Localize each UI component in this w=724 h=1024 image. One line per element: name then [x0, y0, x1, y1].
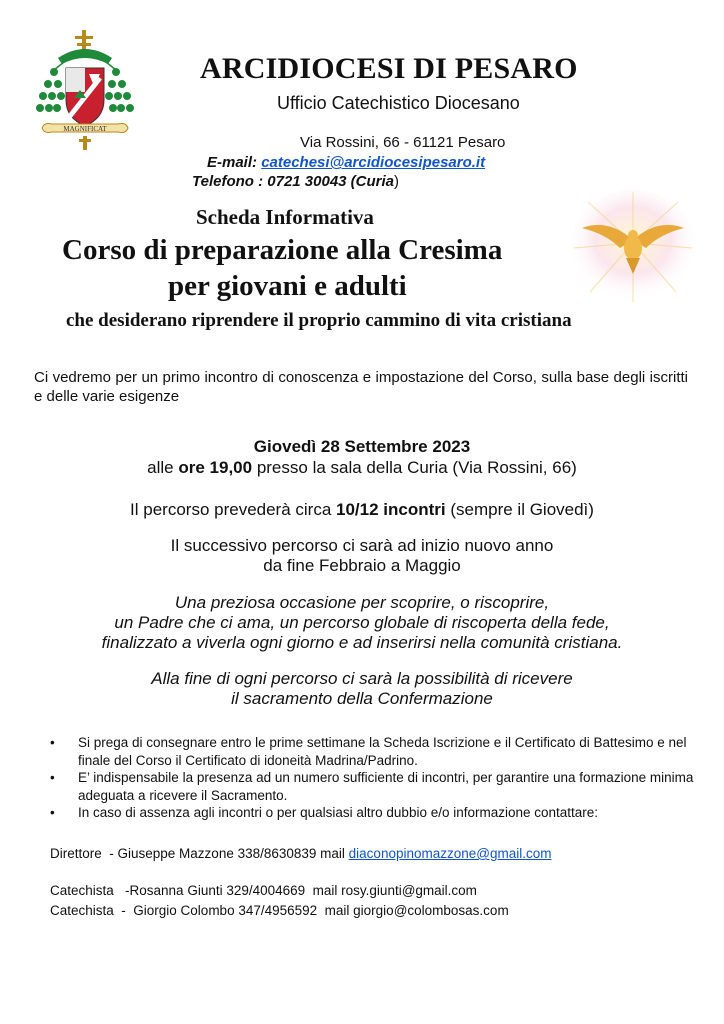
course-length [0, 500, 724, 520]
course-subtitle: che desiderano riprendere il proprio cammino di vita cristiana [66, 310, 572, 331]
email-line [207, 154, 485, 171]
course-length-count: 10/12 incontri [336, 500, 446, 519]
occasion-line3: finalizzato a viverla ogni giorno e ad inserirsi nella comunità cristiana. [101, 633, 623, 652]
director-text: Direttore - Giuseppe Mazzone 338/8630839 mail [50, 846, 349, 861]
contact-catechist-2: Catechista - Giorgio Colombo 347/4956592 mail giorgio@colombosas.com [50, 903, 509, 918]
note-text: In caso di assenza agli incontri o per qualsiasi altro dubbio e/o informazione contattare: [78, 805, 599, 820]
organization-title: ARCIDIOCESI DI PESARO [200, 52, 578, 85]
phone-text: Telefono : 0721 30043 (Curia [192, 173, 395, 190]
crest-motto: MAGNIFICAT [63, 125, 107, 133]
bullet: • [50, 735, 55, 750]
next-course-line1: Il successivo percorso ci sarà ad inizio nuovo anno [170, 536, 554, 555]
phone-close-paren: ) [394, 173, 400, 190]
time-prefix: alle [147, 458, 179, 477]
office-address: Via Rossini, 66 - 61121 Pesaro [300, 134, 506, 151]
occasion-line2: un Padre che ci ama, un percorso globale di riscoperta della fede, [114, 613, 610, 632]
sheet-title: Scheda Informativa [196, 205, 374, 229]
bullet: • [50, 770, 55, 785]
course-title-line1: Corso di preparazione alla Cresima [62, 234, 503, 266]
occasion-line1: Una preziosa occasione per scoprire, o riscoprire, [174, 593, 550, 612]
contact-catechist-1: Catechista -Rosanna Giunti 329/4004669 mail rosy.giunti@gmail.com [50, 883, 477, 898]
director-email-link[interactable]: diaconopinomazzone@gmail.com [348, 846, 552, 861]
course-length-suffix: (sempre il Giovedì) [445, 500, 594, 519]
intro-paragraph: Ci vedremo per un primo incontro di conoscenza e impostazione del Corso, sulla base degli iscritti e delle varie esigenze [34, 369, 688, 405]
list-item [50, 769, 712, 804]
list-item [50, 734, 712, 769]
note-text: Si prega di consegnare entro le prime settimane la Scheda Iscrizione e il Certificato di Battesimo e nel finale del Corso il Certificato di idoneità Madrina/Padrino. [78, 735, 687, 768]
note-text: E’ indispensabile la presenza ad un numero sufficiente di incontri, per garantire una formazione minima adeguata a ricevere il Sacramento. [78, 770, 694, 803]
contact-director [50, 846, 551, 861]
time-suffix: presso la sala della Curia (Via Rossini, 66) [252, 458, 577, 477]
archbishop-crest-icon [34, 28, 136, 152]
notes-list [50, 734, 712, 822]
first-meeting-time [0, 458, 724, 478]
list-item [50, 804, 712, 822]
ending-line2: il sacramento della Confermazione [231, 689, 493, 708]
course-length-prefix: Il percorso prevederà circa [130, 500, 337, 519]
time-value: ore 19,00 [178, 458, 253, 477]
course-title-line2: per giovani e adulti [168, 270, 407, 302]
email-link[interactable]: catechesi@arcidiocesipesaro.it [261, 154, 486, 171]
ending-line1: Alla fine di ogni percorso ci sarà la possibilità di ricevere [151, 669, 573, 688]
holy-spirit-dove-icon [568, 188, 698, 308]
phone-line [192, 173, 399, 190]
first-meeting-date: Giovedì 28 Settembre 2023 [253, 437, 471, 456]
office-name: Ufficio Catechistico Diocesano [277, 93, 520, 113]
bullet: • [50, 805, 55, 820]
email-label: E-mail: [207, 154, 262, 171]
next-course-line2: da fine Febbraio a Maggio [263, 556, 461, 575]
